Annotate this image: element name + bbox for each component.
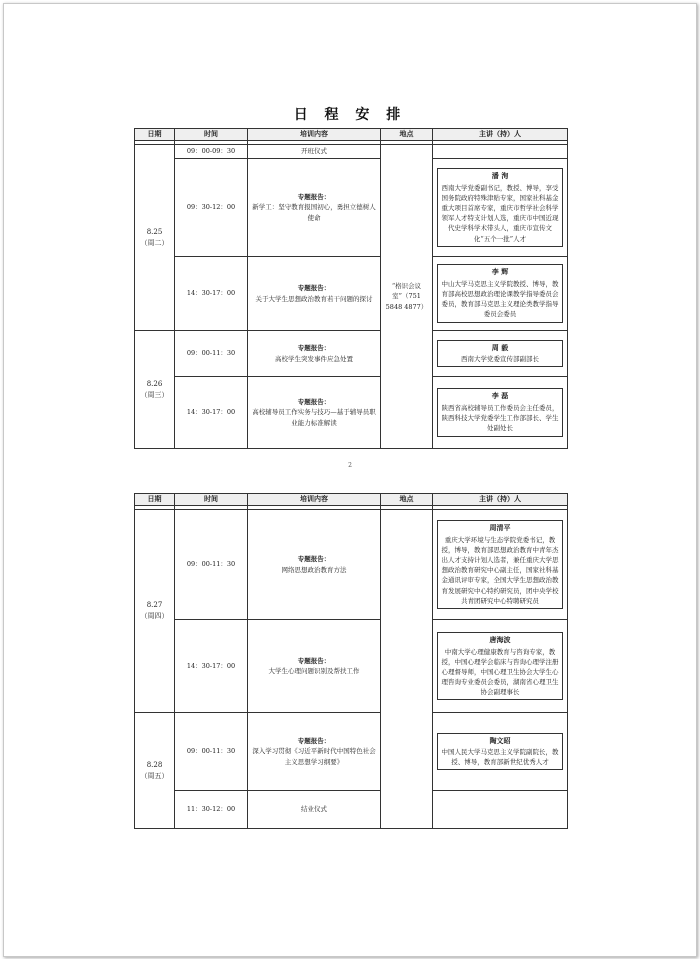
content-cell	[248, 331, 381, 377]
speaker-box	[437, 388, 563, 436]
speaker-box	[437, 168, 563, 246]
page-title: 日 程 安 排	[293, 107, 407, 123]
topic-text: 网络思想政治教育方法	[281, 565, 347, 574]
speaker-cell	[433, 331, 568, 377]
speaker-cell	[433, 159, 568, 257]
content-cell: 结业仪式	[248, 791, 381, 829]
speaker-box	[437, 632, 563, 700]
date-text: 8.27	[146, 601, 163, 610]
speaker-box	[437, 733, 563, 771]
time-cell: 09：00-11：30	[175, 713, 248, 791]
weekday-text: （周二）	[140, 238, 169, 247]
table-header-row	[135, 129, 568, 141]
content-cell	[248, 377, 381, 449]
speaker-name: 陶文昭	[489, 735, 511, 745]
speaker-cell	[433, 620, 568, 713]
topic-label: 专题报告：	[297, 344, 331, 353]
speaker-name: 周 毅	[491, 342, 509, 352]
speaker-name: 潘 洵	[491, 171, 509, 181]
time-cell: 14：30-17：00	[175, 620, 248, 713]
date-cell	[135, 145, 175, 331]
speaker-name: 李 磊	[491, 391, 509, 401]
schedule-table-2	[134, 493, 568, 829]
time-cell: 14：30-17：00	[175, 377, 248, 449]
speaker-box	[437, 340, 563, 368]
location-cell-empty	[381, 510, 433, 829]
weekday-text: （周四）	[140, 612, 169, 620]
date-cell	[135, 713, 175, 829]
content-cell	[248, 159, 381, 257]
date-text: 8.26	[146, 379, 163, 388]
header-content: 培训内容	[248, 129, 381, 141]
topic-label: 专题报告：	[297, 284, 331, 293]
table-row	[135, 620, 568, 713]
schedule-table-1	[134, 128, 568, 449]
time-cell: 09：00-11：30	[175, 510, 248, 620]
header-time: 时间	[175, 494, 248, 506]
topic-label: 专题报告：	[297, 737, 331, 746]
topic-text: 新学工：坚守教育报国初心，勇担立德树人使命	[252, 203, 376, 222]
topic-label: 专题报告：	[297, 193, 331, 202]
content-cell: 开班仪式	[248, 145, 381, 159]
speaker-description: 中南大学心理健康教育与咨询专家，教授，中国心理学会临床与咨询心理学注册心理督导师，中国心理卫生协会大学生心理咨询专业委员会委员，湖南省心理卫生协会副理事长	[441, 647, 559, 697]
topic-text: 高校学生突发事件应急处置	[275, 354, 353, 363]
speaker-name: 唐海波	[489, 634, 511, 644]
content-cell	[248, 620, 381, 713]
speaker-cell-empty	[433, 791, 568, 829]
speaker-cell	[433, 257, 568, 331]
speaker-box	[437, 264, 563, 322]
topic-label: 专题报告：	[297, 555, 331, 564]
topic-text: 深入学习贯彻《习近平新时代中国特色社会主义思想学习纲要》	[252, 747, 376, 766]
header-time: 时间	[175, 129, 248, 141]
date-text: 8.28	[146, 760, 163, 769]
speaker-name: 李 辉	[491, 267, 509, 277]
header-location: 地点	[381, 494, 433, 506]
topic-text: 关于大学生思想政治教育若干问题的探讨	[255, 294, 373, 303]
time-cell: 09：00-11：30	[175, 331, 248, 377]
speaker-cell-empty	[433, 145, 568, 159]
speaker-cell	[433, 510, 568, 620]
speaker-description: 陕西省高校辅导员工作委员会主任委员，陕西科技大学党委学生工作部部长、学生处副处长	[441, 404, 559, 433]
time-cell: 11：30-12：00	[175, 791, 248, 829]
table-row	[135, 713, 568, 791]
table-row	[135, 145, 568, 159]
header-location: 地点	[381, 129, 433, 141]
header-speaker: 主讲（持）人	[433, 129, 568, 141]
time-cell: 14：30-17：00	[175, 257, 248, 331]
table-header-row	[135, 494, 568, 506]
content-cell	[248, 713, 381, 791]
topic-label: 专题报告：	[297, 398, 331, 407]
topic-label: 专题报告：	[297, 656, 331, 665]
header-speaker: 主讲（持）人	[433, 494, 568, 506]
date-cell	[135, 510, 175, 713]
header-date: 日期	[135, 129, 175, 141]
speaker-box	[437, 520, 563, 608]
speaker-cell	[433, 713, 568, 791]
table-row	[135, 377, 568, 449]
content-cell	[248, 510, 381, 620]
table-row	[135, 159, 568, 257]
topic-text: 大学生心理问题识别及帮扶工作	[268, 667, 360, 675]
page-number: 2	[348, 462, 352, 469]
speaker-description: 中国人民大学马克思主义学院副院长，教授、博导，教育部新世纪优秀人才	[441, 748, 559, 767]
table-row	[135, 331, 568, 377]
topic-text: 高校辅导员工作实务与技巧—基于辅导员职业能力标准解读	[252, 408, 376, 427]
content-cell	[248, 257, 381, 331]
speaker-description: 中山大学马克思主义学院教授、博导，教育部高校思想政治理论课教学指导委员会委员，教育部马克思主义理论类教学指导委员会委员	[441, 280, 559, 319]
speaker-description: 西南大学党委副书记，教授、博导，享受国务院政府特殊津贴专家，国家社科基金重大项目首席专家，重庆市哲学社会科学领军人才特支计划人选，重庆市中国近现代史学科学术带头人，重庆市宣传文化“五个一批”人才	[441, 184, 559, 243]
header-content: 培训内容	[248, 494, 381, 506]
date-cell	[135, 331, 175, 449]
speaker-description: 重庆大学环境与生态学院党委书记，教授，博导，教育部思想政治教育中青年杰出人才支持计划人选者，兼任重庆大学思想政治教育研究中心副主任，国家社科基金通讯评审专家，全国大学生思想政治教育发展研究中心特约研究员，团中央学校共青团研究中心特聘研究员	[441, 536, 559, 605]
speaker-name: 周清平	[489, 523, 511, 533]
location-cell: “格识会议室”（751 5848 4877）	[381, 145, 433, 449]
weekday-text: （周五）	[140, 771, 169, 780]
time-cell: 09：30-12：00	[175, 159, 248, 257]
speaker-description: 西南大学党委宣传部副部长	[461, 355, 539, 364]
date-text: 8.25	[146, 227, 163, 236]
table-row	[135, 510, 568, 620]
weekday-text: （周三）	[140, 390, 169, 399]
speaker-cell	[433, 377, 568, 449]
header-date: 日期	[135, 494, 175, 506]
table-row	[135, 257, 568, 331]
table-row	[135, 791, 568, 829]
time-cell: 09：00-09：30	[175, 145, 248, 159]
